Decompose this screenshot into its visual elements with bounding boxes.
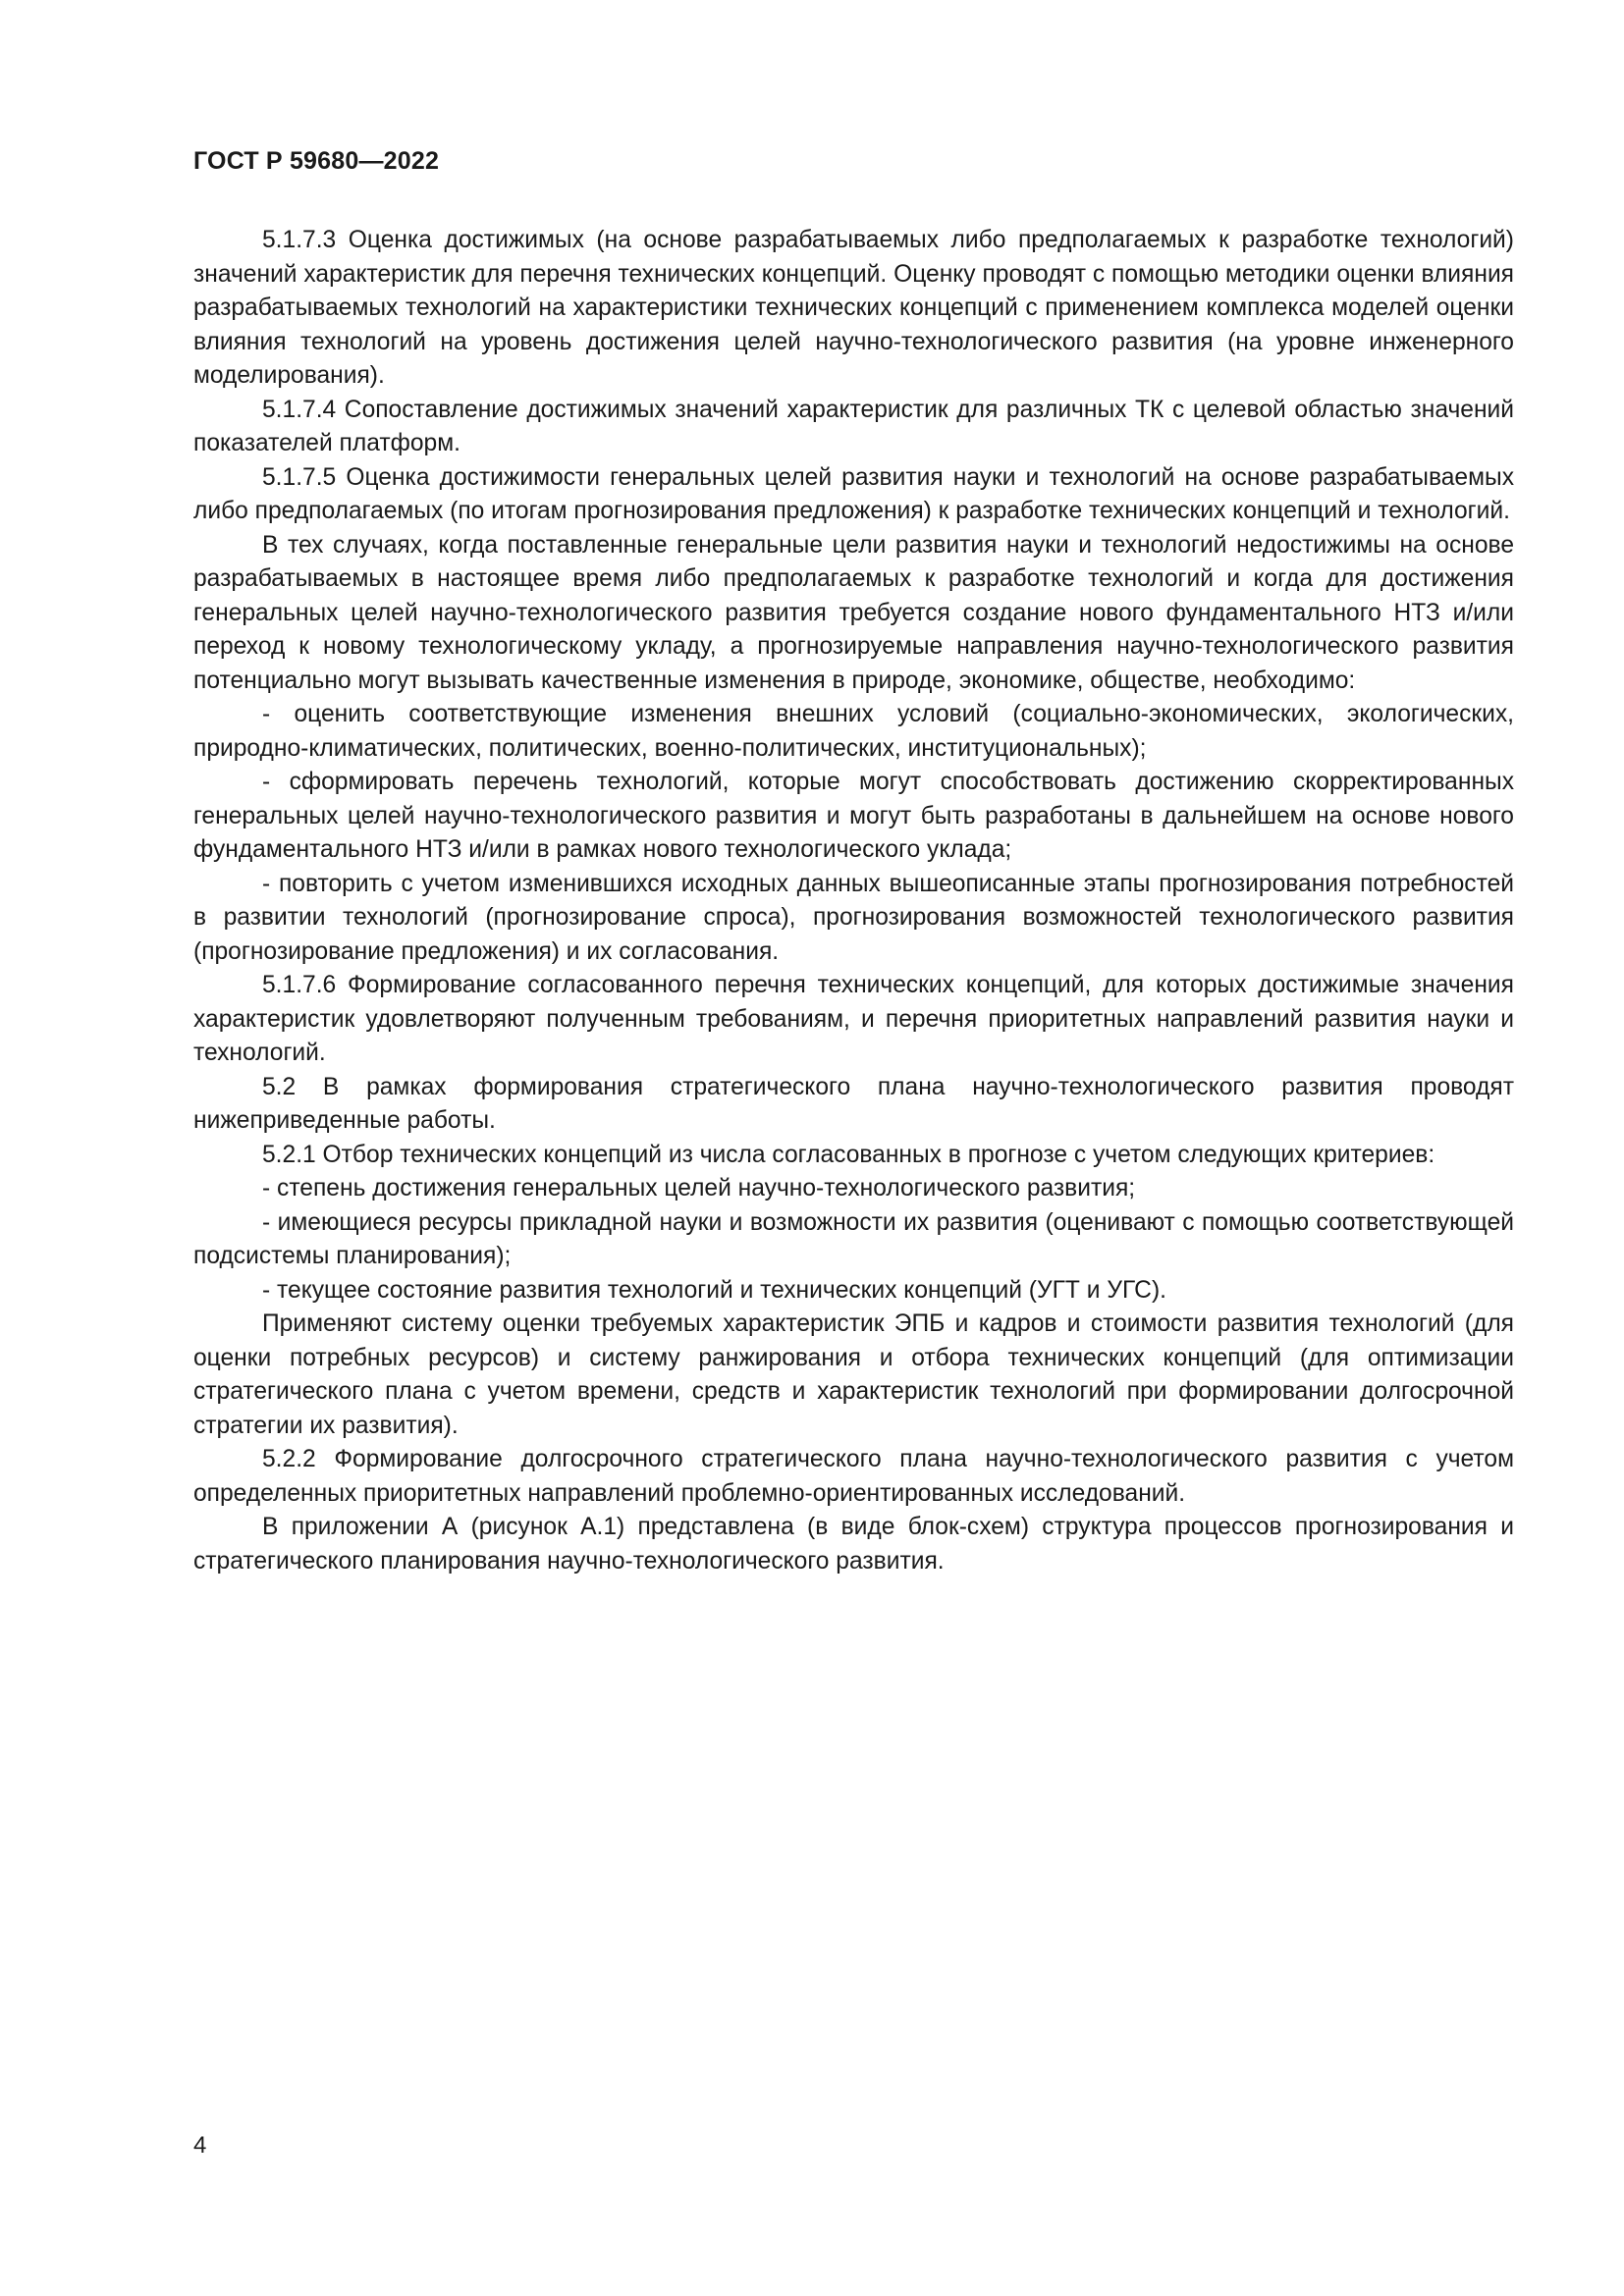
paragraph-appendix-reference: В приложении А (рисунок А.1) представлена (в виде блок-схем) структура процессов прогнозирования и стратегического планирования научно-технологического развития. <box>193 1514 1514 1575</box>
list-item: - сформировать перечень технологий, которые могут способствовать достижению скорректированных генеральных целей научно-технологического развития и могут быть разработаны в дальнейшем на основе нового фундаментального НТЗ и/или в рамках нового технологического уклада; <box>193 769 1514 863</box>
paragraph-5-2-2: 5.2.2 Формирование долгосрочного стратегического плана научно-технологического развития с учетом определенных приоритетных направлений проблемно-ориентированных исследований. <box>193 1446 1514 1507</box>
paragraph-evaluation-system: Применяют систему оценки требуемых характеристик ЭПБ и кадров и стоимости развития технологий (для оценки потребных ресурсов) и систему ранжирования и отбора технических концепций (для оптимизации стратегического плана с учетом времени, средств и характеристик технологий при формировании долгосрочной стратегии их развития). <box>193 1310 1514 1439</box>
paragraph-5-2-1: 5.2.1 Отбор технических концепций из числа согласованных в прогнозе с учетом следующих критериев: <box>262 1141 1435 1168</box>
list-item: - имеющиеся ресурсы прикладной науки и возможности их развития (оценивают с помощью соответствующей подсистемы планирования); <box>193 1208 1514 1269</box>
document-header: ГОСТ Р 59680—2022 <box>193 147 440 175</box>
list-item: - повторить с учетом изменившихся исходных данных вышеописанные этапы прогнозирования потребностей в развитии технологий (прогнозирование спроса), прогнозирования возможностей технологического развития (прогнозирование предложения) и их согласования. <box>193 870 1514 965</box>
document-body <box>193 224 1514 1578</box>
paragraph-5-2: 5.2 В рамках формирования стратегического плана научно-технологического развития проводят нижеприведенные работы. <box>193 1073 1514 1134</box>
paragraph-5-1-7-4: 5.1.7.4 Сопоставление достижимых значений характеристик для различных ТК с целевой областью значений показателей платформ. <box>193 396 1514 456</box>
paragraph-5-1-7-5: 5.1.7.5 Оценка достижимости генеральных целей развития науки и технологий на основе разрабатываемых либо предполагаемых (по итогам прогнозирования предложения) к разработке технических концепций и технологий. <box>193 463 1514 524</box>
paragraph-unreachable-goals: В тех случаях, когда поставленные генеральные цели развития науки и технологий недостижимы на основе разрабатываемых в настоящее время либо предполагаемых к разработке технологий и когда для достижения генеральных целей научно-технологического развития требуется создание нового фундаментального НТЗ и/или переход к новому технологическому укладу, а прогнозируемые направления научно-технологического развития потенциально могут вызывать качественные изменения в природе, экономике, обществе, необходимо: <box>193 531 1514 694</box>
paragraph-5-1-7-6: 5.1.7.6 Формирование согласованного перечня технических концепций, для которых достижимые значения характеристик удовлетворяют полученным требованиям, и перечня приоритетных направлений развития науки и технологий. <box>193 972 1514 1066</box>
list-item: - текущее состояние развития технологий и технических концепций (УГТ и УГС). <box>262 1276 1166 1304</box>
list-item: - оценить соответствующие изменения внешних условий (социально-экономических, экологических, природно-климатических, политических, военно-политических, институциональных); <box>193 701 1514 762</box>
list-item: - степень достижения генеральных целей научно-технологического развития; <box>262 1175 1136 1201</box>
paragraph-5-1-7-3: 5.1.7.3 Оценка достижимых (на основе разрабатываемых либо предполагаемых к разработке технологий) значений характеристик для перечня технических концепций. Оценку проводят с помощью методики оценки влияния разрабатываемых технологий на характеристики технических концепций с применением комплекса моделей оценки влияния технологий на уровень достижения целей научно-технологического развития (на уровне инженерного моделирования). <box>193 227 1514 389</box>
page-number: 4 <box>193 2132 207 2159</box>
